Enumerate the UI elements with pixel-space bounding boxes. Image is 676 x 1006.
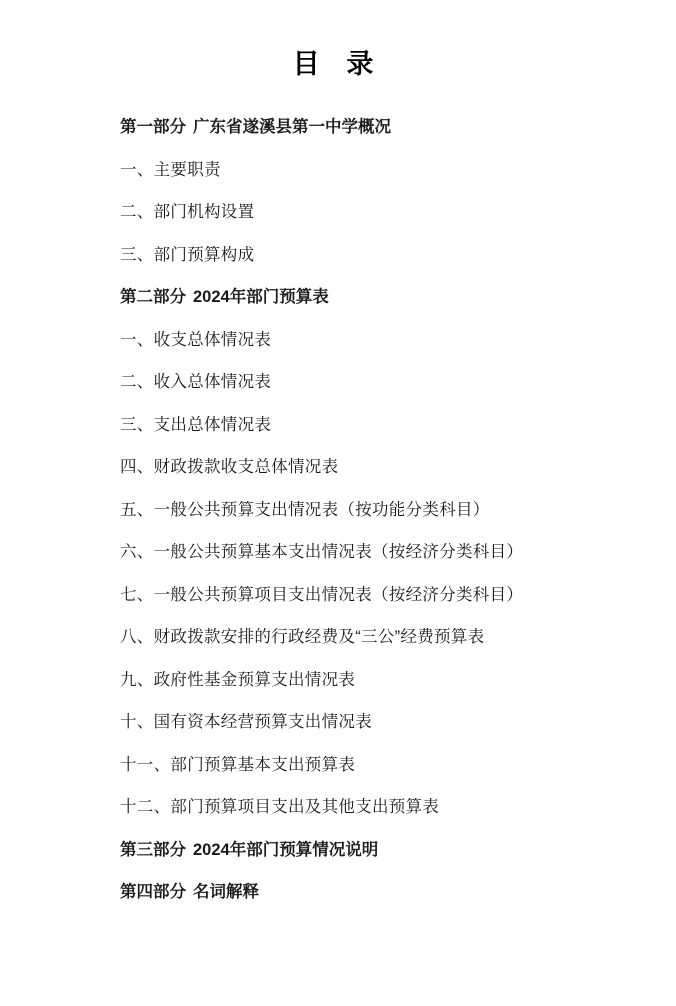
toc-item-entry[interactable] [120,247,636,264]
toc-item-entry[interactable] [120,799,636,816]
table-of-contents [0,119,676,901]
toc-part-entry[interactable] [120,884,636,901]
toc-item-entry[interactable] [120,417,636,434]
page-title: 目 录 [292,49,384,79]
toc-entry-text: 五、一般公共预算支出情况表（按功能分类科目） [120,500,490,519]
toc-item-entry[interactable] [120,374,636,391]
toc-entry-text: 九、政府性基金预算支出情况表 [120,670,356,689]
toc-entry-text: 2024年部门预算表 [193,288,329,306]
toc-entry-text: 七、一般公共预算项目支出情况表（按经济分类科目） [120,585,524,604]
toc-entry-label: 第二部分 [120,288,186,306]
toc-entry-label: 第一部分 [120,118,186,136]
toc-entry-text: 十、国有资本经营预算支出情况表 [120,713,372,731]
toc-part-entry[interactable] [120,289,636,306]
toc-entry-text: 八、财政拨款安排的行政经费及“三公”经费预算表 [120,628,485,646]
toc-entry-text: 三、部门预算构成 [120,245,255,264]
toc-entry-text: 十一、部门预算基本支出预算表 [120,755,356,774]
toc-entry-text: 一、主要职责 [120,160,221,179]
toc-entry-text: 二、收入总体情况表 [120,373,272,391]
toc-entry-text: 十二、部门预算项目支出及其他支出预算表 [120,798,440,816]
toc-entry-text: 二、部门机构设置 [120,203,255,221]
toc-entry-text: 三、支出总体情况表 [120,415,272,434]
toc-item-entry[interactable] [120,587,636,604]
toc-entry-label: 第三部分 [120,840,186,859]
toc-entry-text: 广东省遂溪县第一中学概况 [193,118,391,136]
toc-entry-text: 六、一般公共预算基本支出情况表（按经济分类科目） [120,543,524,561]
toc-item-entry[interactable] [120,162,636,179]
toc-item-entry[interactable] [120,757,636,774]
toc-entry-text: 名词解释 [193,883,259,901]
toc-item-entry[interactable] [120,714,636,731]
toc-entry-label: 第四部分 [120,883,186,901]
toc-item-entry[interactable] [120,629,636,646]
toc-entry-text: 2024年部门预算情况说明 [193,840,379,859]
toc-entry-text: 一、收支总体情况表 [120,330,272,349]
toc-item-entry[interactable] [120,459,636,476]
toc-entry-text: 四、财政拨款收支总体情况表 [120,458,339,476]
toc-item-entry[interactable] [120,672,636,689]
toc-part-entry[interactable] [120,119,636,136]
toc-part-entry[interactable] [120,842,636,859]
toc-item-entry[interactable] [120,502,636,519]
document-page [0,42,676,1006]
toc-item-entry[interactable] [120,204,636,221]
toc-item-entry[interactable] [120,332,636,349]
toc-item-entry[interactable] [120,544,636,561]
